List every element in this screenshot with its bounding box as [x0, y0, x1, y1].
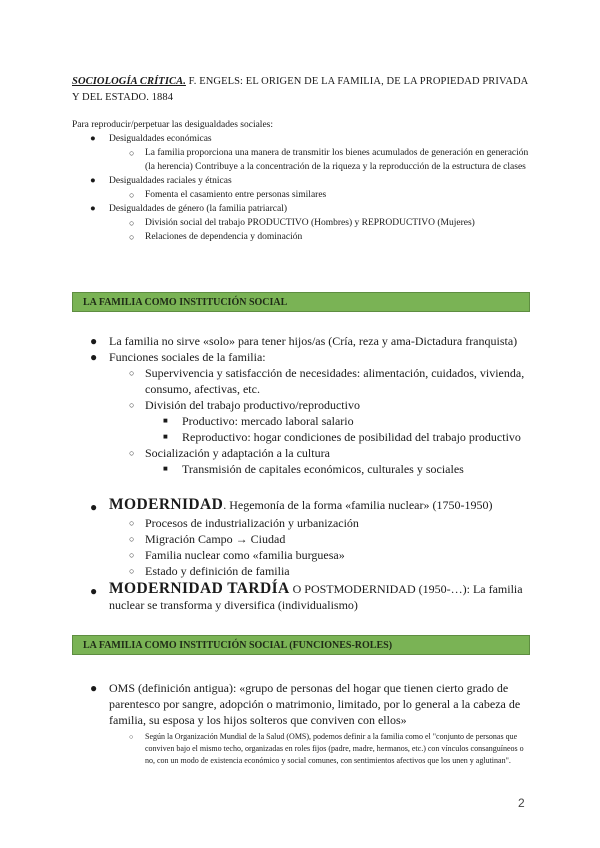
late-modernity-label: MODERNIDAD TARDÍA [109, 580, 290, 597]
circle-bullet-icon: ○ [129, 534, 135, 544]
list-item-text: Desigualdades de género (la familia patriarcal) [109, 204, 288, 214]
circle-bullet-icon: ○ [129, 368, 135, 378]
circle-bullet-icon: ○ [129, 400, 135, 410]
modernity-list [72, 497, 532, 613]
list-item-text: Estado y definición de familia [145, 564, 290, 578]
list-item [72, 174, 532, 188]
list-item-text: Procesos de industrialización y urbanización [145, 516, 359, 530]
list-item-text: Desigualdades raciales y étnicas [109, 176, 232, 186]
section-heading-band: LA FAMILIA COMO INSTITUCIÓN SOCIAL (FUNCIONES-ROLES) [72, 635, 530, 655]
circle-bullet-icon: ○ [129, 733, 134, 741]
list-item-text: La familia proporciona una manera de transmitir los bienes acumulados de generación en generación (la herencia) Contribuye a la concentración de la riqueza y la reproducción de la estructura de clases [145, 148, 529, 172]
document-title [72, 74, 532, 106]
circle-bullet-icon: ○ [129, 218, 135, 228]
bullet-icon: ● [90, 350, 98, 364]
oms-definition-list [72, 680, 532, 767]
list-item [72, 581, 532, 613]
list-item-text: O POSTMODERNIDAD (1950-…): La familia nuclear se transforma y diversifica (individualismo) [109, 582, 523, 612]
list-item [72, 333, 532, 349]
list-item-text: Socialización y adaptación a la cultura [145, 446, 330, 460]
list-item [72, 146, 532, 174]
list-item [72, 202, 532, 216]
square-bullet-icon: ■ [163, 432, 168, 441]
circle-bullet-icon: ○ [129, 550, 135, 560]
list-item [72, 365, 532, 397]
list-item [72, 216, 532, 230]
list-item [72, 497, 532, 513]
list-item [72, 230, 532, 244]
list-item [72, 445, 532, 461]
list-item-text: División del trabajo productivo/reproductivo [145, 398, 360, 412]
list-item-text: La familia no sirve «solo» para tener hijos/as (Cría, reza y ama-Dictadura franquista) [109, 334, 518, 348]
list-item [72, 563, 532, 579]
circle-bullet-icon: ○ [129, 518, 135, 528]
bullet-icon: ● [90, 500, 98, 514]
circle-bullet-icon: ○ [129, 566, 135, 576]
list-item [72, 349, 532, 365]
bullet-icon: ● [90, 176, 96, 186]
page-number: 2 [518, 796, 525, 810]
list-item [72, 429, 532, 445]
bullet-icon: ● [90, 134, 96, 144]
list-item-text: Transmisión de capitales económicos, culturales y sociales [182, 462, 464, 476]
list-item [72, 731, 532, 767]
list-item-text: Familia nuclear como «familia burguesa» [145, 548, 345, 562]
list-item [72, 531, 532, 547]
list-item-text: Migración Campo → Ciudad [145, 532, 286, 546]
list-item-text: Relaciones de dependencia y dominación [145, 232, 303, 242]
list-item-text: OMS (definición antigua): «grupo de personas del hogar que tienen cierto grado de parentesco por sangre, adopción o matrimonio, limitado, por lo general a la cabeza de familia, su esposa y los hijos solteros que conviven con ellos» [109, 681, 521, 727]
list-item [72, 413, 532, 429]
bullet-icon: ● [90, 681, 98, 695]
list-item-text: Fomenta el casamiento entre personas similares [145, 190, 327, 200]
list-item-text: Supervivencia y satisfacción de necesidades: alimentación, cuidados, vivienda, consumo, afectivas, etc. [145, 366, 525, 396]
list-item [72, 680, 532, 728]
circle-bullet-icon: ○ [129, 232, 135, 242]
title-italic: SOCIOLOGÍA CRÍTICA. [72, 76, 186, 87]
list-item [72, 188, 532, 202]
section-heading-band: LA FAMILIA COMO INSTITUCIÓN SOCIAL [72, 292, 530, 312]
circle-bullet-icon: ○ [129, 190, 135, 200]
intro-text: Para reproducir/perpetuar las desigualdades sociales: [72, 120, 274, 130]
list-item [72, 461, 532, 477]
list-item-text: . Hegemonía de la forma «familia nuclear» (1750-1950) [223, 498, 493, 512]
circle-bullet-icon: ○ [129, 448, 135, 458]
list-item-text: Productivo: mercado laboral salario [182, 414, 354, 428]
list-item [72, 515, 532, 531]
list-item [72, 547, 532, 563]
square-bullet-icon: ■ [163, 464, 168, 473]
list-item-text: División social del trabajo PRODUCTIVO (Hombres) y REPRODUCTIVO (Mujeres) [145, 218, 475, 228]
inequalities-list [72, 132, 532, 244]
family-functions-list [72, 333, 532, 477]
square-bullet-icon: ■ [163, 416, 168, 425]
list-item-text: Funciones sociales de la familia: [109, 350, 266, 364]
circle-bullet-icon: ○ [129, 148, 135, 158]
modernity-label: MODERNIDAD [109, 496, 224, 513]
list-item-text: Reproductivo: hogar condiciones de posibilidad del trabajo productivo [182, 430, 521, 444]
list-item-text: Desigualdades económicas [109, 134, 212, 144]
list-item-text: Según la Organización Mundial de la Salud (OMS), podemos definir a la familia como el "conjunto de personas que conviven bajo el mismo techo, organizadas en roles fijos (padre, madre, hermanos, etc.) con vínculos consanguíneos o no, con un modo de existencia económico y social comunes, con sentimientos afectivos que los unen y aglutinan". [145, 732, 524, 765]
bullet-icon: ● [90, 334, 98, 348]
list-item [72, 132, 532, 146]
bullet-icon: ● [90, 204, 96, 214]
list-item [72, 397, 532, 413]
title-rest: F. ENGELS: EL ORIGEN DE LA FAMILIA, DE LA PROPIEDAD PRIVADA Y DEL ESTADO. 1884 [72, 76, 528, 103]
bullet-icon: ● [90, 584, 98, 598]
